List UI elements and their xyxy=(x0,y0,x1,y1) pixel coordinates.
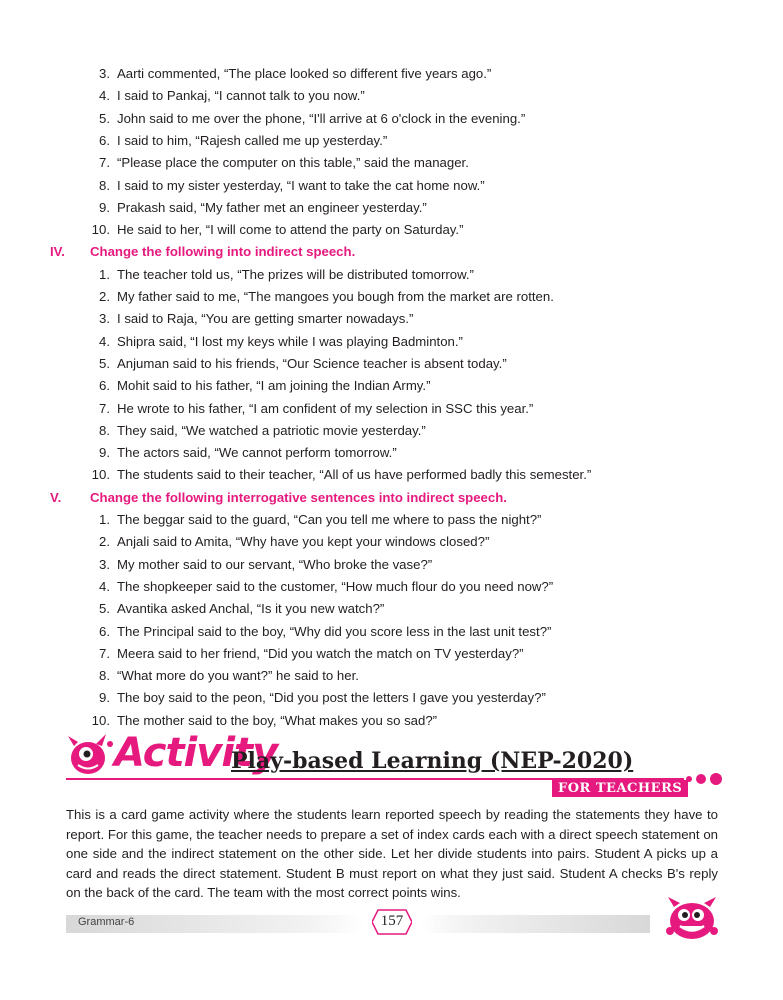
item-text: I said to Raja, “You are getting smarter nowadays.” xyxy=(117,311,414,327)
item-text: John said to me over the phone, “I'll arrive at 6 o'clock in the evening.” xyxy=(117,110,526,126)
item-number: 10. xyxy=(91,467,110,483)
item-number: 8. xyxy=(99,177,110,193)
item-text: I said to my sister yesterday, “I want to take the cat home now.” xyxy=(117,177,485,193)
item-number: 3. xyxy=(99,311,110,327)
item-number: 1. xyxy=(99,512,110,527)
item-text: Prakash said, “My father met an engineer yesterday.” xyxy=(117,199,427,215)
item-text: The shopkeeper said to the customer, “How much flour do you need now?” xyxy=(117,578,554,594)
item-number: 3. xyxy=(99,66,110,81)
item-text: My mother said to our servant, “Who broke the vase?” xyxy=(117,556,433,572)
book-name: Grammar-6 xyxy=(78,916,135,928)
page-number: 157 xyxy=(380,913,404,929)
item-text: He wrote to his father, “I am confident of my selection in SSC this year.” xyxy=(117,400,534,416)
item-text: “What more do you want?” he said to her. xyxy=(117,668,359,684)
item-number: 6. xyxy=(99,132,110,148)
item-number: 5. xyxy=(99,355,110,371)
item-number: 7. xyxy=(99,645,110,661)
activity-subtitle: Play-based Learning (NEP-2020) xyxy=(231,748,634,774)
item-number: 2. xyxy=(99,534,110,550)
activity-paragraph: This is a card game activity where the students learn reported speech by reading the statements they have to report. For this game, the teacher needs to prepare a set of index cards each with a direct speech statement on one side and the indirect statement on the other side. Let her divide students into pairs. Student A picks up a card and reads the direct statement. Student B must report on what they just said. Student A checks B's reply on the back of the card. The team with the most correct points wins. xyxy=(66,807,718,900)
item-number: 10. xyxy=(91,222,110,238)
activity-title: Activity xyxy=(114,730,278,776)
mascot-icon xyxy=(664,893,720,941)
item-text: The actors said, “We cannot perform tomorrow.” xyxy=(117,445,397,461)
item-number: 4. xyxy=(99,333,110,349)
item-number: 4. xyxy=(99,88,110,104)
item-number: 1. xyxy=(99,266,110,282)
item-text: The boy said to the peon, “Did you post the letters I gave you yesterday?” xyxy=(117,690,546,706)
monster-icon xyxy=(66,732,116,778)
item-text: The Principal said to the boy, “Why did you score less in the last unit test?” xyxy=(117,623,552,639)
item-text: Anjali said to Amita, “Why have you kept your windows closed?” xyxy=(117,534,490,550)
item-number: 6. xyxy=(99,623,110,639)
item-text: The students said to their teacher, “All of us have performed badly this semester.” xyxy=(117,467,592,483)
item-text: I said to him, “Rajesh called me up yesterday.” xyxy=(117,132,388,148)
item-number: 4. xyxy=(99,578,110,594)
item-text: The mother said to the boy, “What makes you so sad?” xyxy=(117,712,438,728)
item-number: 10. xyxy=(91,712,110,728)
section-title: Change the following into indirect speech. xyxy=(90,244,356,260)
item-text: Shipra said, “I lost my keys while I was playing Badminton.” xyxy=(117,333,463,349)
section-heading xyxy=(50,241,355,263)
item-text: Aarti commented, “The place looked so different five years ago.” xyxy=(117,66,492,81)
item-text: The teacher told us, “The prizes will be distributed tomorrow.” xyxy=(117,266,474,282)
item-text: Meera said to her friend, “Did you watch the match on TV yesterday?” xyxy=(117,645,524,661)
section-title: Change the following interrogative sentences into indirect speech. xyxy=(90,489,507,505)
section-roman: IV. xyxy=(50,244,65,260)
item-number: 7. xyxy=(99,155,110,171)
item-number: 5. xyxy=(99,110,110,126)
footer-bar-right xyxy=(420,915,650,933)
item-number: 9. xyxy=(99,690,110,706)
item-number: 8. xyxy=(99,668,110,684)
item-text: My father said to me, “The mangoes you bough from the market are rotten. xyxy=(117,289,554,304)
item-text: They said, “We watched a patriotic movie yesterday.” xyxy=(117,422,426,438)
item-number: 3. xyxy=(99,556,110,572)
item-number: 2. xyxy=(99,289,110,304)
section-roman: V. xyxy=(50,489,62,505)
item-number: 6. xyxy=(99,378,110,394)
item-text: Mohit said to his father, “I am joining the Indian Army.” xyxy=(117,378,431,394)
item-number: 9. xyxy=(99,445,110,461)
item-text: Avantika asked Anchal, “Is it you new watch?” xyxy=(117,601,385,617)
item-number: 5. xyxy=(99,601,110,617)
item-text: He said to her, “I will come to attend the party on Saturday.” xyxy=(117,222,464,238)
item-text: Anjuman said to his friends, “Our Science teacher is absent today.” xyxy=(117,355,507,371)
item-number: 9. xyxy=(99,199,110,215)
item-text: “Please place the computer on this table,” said the manager. xyxy=(117,155,469,171)
item-text: I said to Pankaj, “I cannot talk to you now.” xyxy=(117,88,365,104)
section-heading xyxy=(50,487,507,509)
for-teachers-badge: FOR TEACHERS xyxy=(552,780,688,797)
dots-ornament xyxy=(684,772,726,786)
item-text: The beggar said to the guard, “Can you tell me where to pass the night?” xyxy=(117,512,542,527)
activity-banner xyxy=(66,732,726,802)
item-number: 7. xyxy=(99,400,110,416)
item-number: 8. xyxy=(99,422,110,438)
